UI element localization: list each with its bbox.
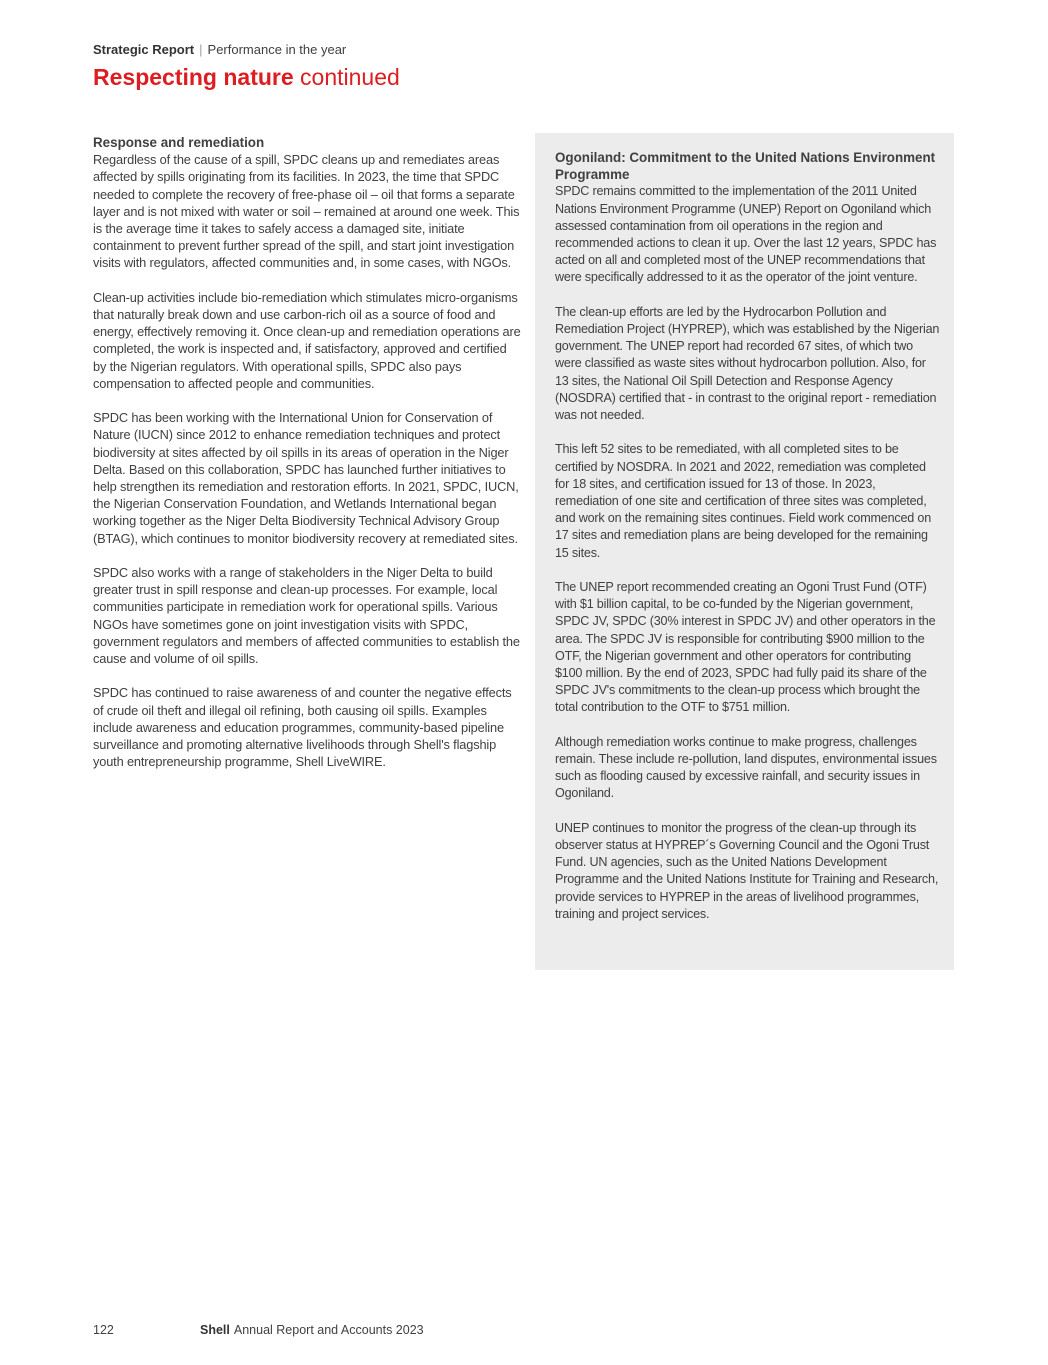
paragraph: UNEP continues to monitor the progress of the clean-up through its observer status at HYPREP´s Governing Council and the Ogoni Trust Fund. UN agencies, such as the United Nations Development Programme and the United Nations Institute for Training and Research, provide services to HYPREP in the areas of livelihood programmes, training and project services. — [555, 820, 939, 921]
page-number: 122 — [93, 1323, 114, 1337]
footer-publication — [200, 1323, 424, 1337]
page-title-main: Respecting nature — [93, 64, 294, 90]
brand-name: Shell — [200, 1323, 230, 1337]
paragraph: Regardless of the cause of a spill, SPDC cleans up and remediates areas affected by spills originating from its facilities. In 2023, the time that SPDC needed to complete the recovery of free-phase oil – oil that forms a separate layer and is not mixed with water or soil – remained at around one week. This is the average time it takes to safely access a damaged site, initiate containment to prevent further spread of the spill, and start joint investigation visits with regulators, affected communities and, in some cases, with NGOs. — [93, 152, 520, 271]
page-title-suffix: continued — [300, 64, 400, 90]
paragraph: SPDC remains committed to the implementation of the 2011 United Nations Environment Programme (UNEP) Report on Ogoniland which assessed contamination from oil operations in the region and recommended actions to clean it up. Over the last 12 years, SPDC has acted on all and completed most of the UNEP recommendations that were specifically addressed to it as the operator of the joint venture. — [555, 184, 937, 285]
paragraph: Clean-up activities include bio-remediation which stimulates micro-organisms that naturally break down and use carbon-rich oil as a source of food and energy, effectively removing it. Once clean-up and remediation operations are completed, the work is inspected and, if satisfactory, approved and certified by the Nigerian regulators. With operational spills, SPDC also pays compensation to affected people and communities. — [93, 289, 521, 391]
publication-title: Annual Report and Accounts 2023 — [233, 1323, 424, 1337]
paragraph: This left 52 sites to be remediated, with all completed sites to be certified by NOSDRA. In 2021 and 2022, remediation was completed for 18 sites, and certification issued for 13 of those. In 2023, remediation of one site and certification of three sites was completed, and work on the remaining sites continues. Field work commenced on 17 sites and remediation plans are being developed for the remaining 15 sites. — [555, 442, 932, 560]
paragraph: Although remediation works continue to make progress, challenges remain. These include re-pollution, land disputes, environmental issues such as flooding caused by excessive rainfall, and security issues in Ogoniland. — [555, 734, 937, 801]
page-title — [93, 64, 400, 91]
paragraph: SPDC has been working with the International Union for Conservation of Nature (IUCN) since 2012 to enhance remediation techniques and protect biodiversity at sites affected by oil spills in its areas of operation in the Niger Delta. Based on this collaboration, SPDC has launched further initiatives to help strengthen its remediation and restoration efforts. In 2021, SPDC, IUCN, the Nigerian Conservation Foundation, and Wetlands International began working together as the Niger Delta Biodiversity Technical Advisory Group (BTAG), which continues to monitor biodiversity recovery at remediated sites. — [93, 410, 519, 546]
paragraph: SPDC has continued to raise awareness of and counter the negative effects of crude oil theft and illegal oil refining, both causing oil spills. Examples include awareness and education programmes, community-based pipeline surveillance and promoting alternative livelihoods through Shell's flagship youth entrepreneurship programme, Shell LiveWIRE. — [93, 685, 512, 770]
left-column — [93, 134, 521, 788]
subsection-label: Performance in the year — [207, 42, 347, 57]
paragraph: The clean-up efforts are led by the Hydrocarbon Pollution and Remediation Project (HYPREP), which was established by the Nigerian government. The UNEP report had recorded 67 sites, of which two were classified as waste sites without hydrocarbon pollution. Also, for 13 sites, the National Oil Spill Detection and Response Agency (NOSDRA) certified that - in contrast to the original report - remediation was not needed. — [555, 304, 940, 423]
breadcrumb-separator: | — [199, 42, 203, 57]
section-heading-ogoniland: Ogoniland: Commitment to the United Nations Environment Programme — [555, 150, 936, 183]
paragraph: The UNEP report recommended creating an Ogoni Trust Fund (OTF) with $1 billion capital, to be co-funded by the Nigerian government, SPDC JV, SPDC (30% interest in SPDC JV) and other operators in the area. The SPDC JV is responsible for contributing $900 million to the OTF, the Nigerian government and other operators for contributing $100 million. By the end of 2023, SPDC had fully paid its share of the SPDC JV's commitments to the clean-up process which brought the total contribution to the OTF to $751 million. — [555, 580, 936, 715]
section-label: Strategic Report — [93, 42, 195, 57]
paragraph: SPDC also works with a range of stakeholders in the Niger Delta to build greater trust in spill response and clean-up processes. For example, local communities participate in remediation work for operational spills. Various NGOs have sometimes gone on joint investigation visits with SPDC, government regulators and members of affected communities to establish the cause and volume of oil spills. — [93, 565, 520, 667]
right-column — [555, 149, 940, 940]
breadcrumb — [93, 42, 346, 57]
section-heading-response: Response and remediation — [93, 135, 265, 150]
